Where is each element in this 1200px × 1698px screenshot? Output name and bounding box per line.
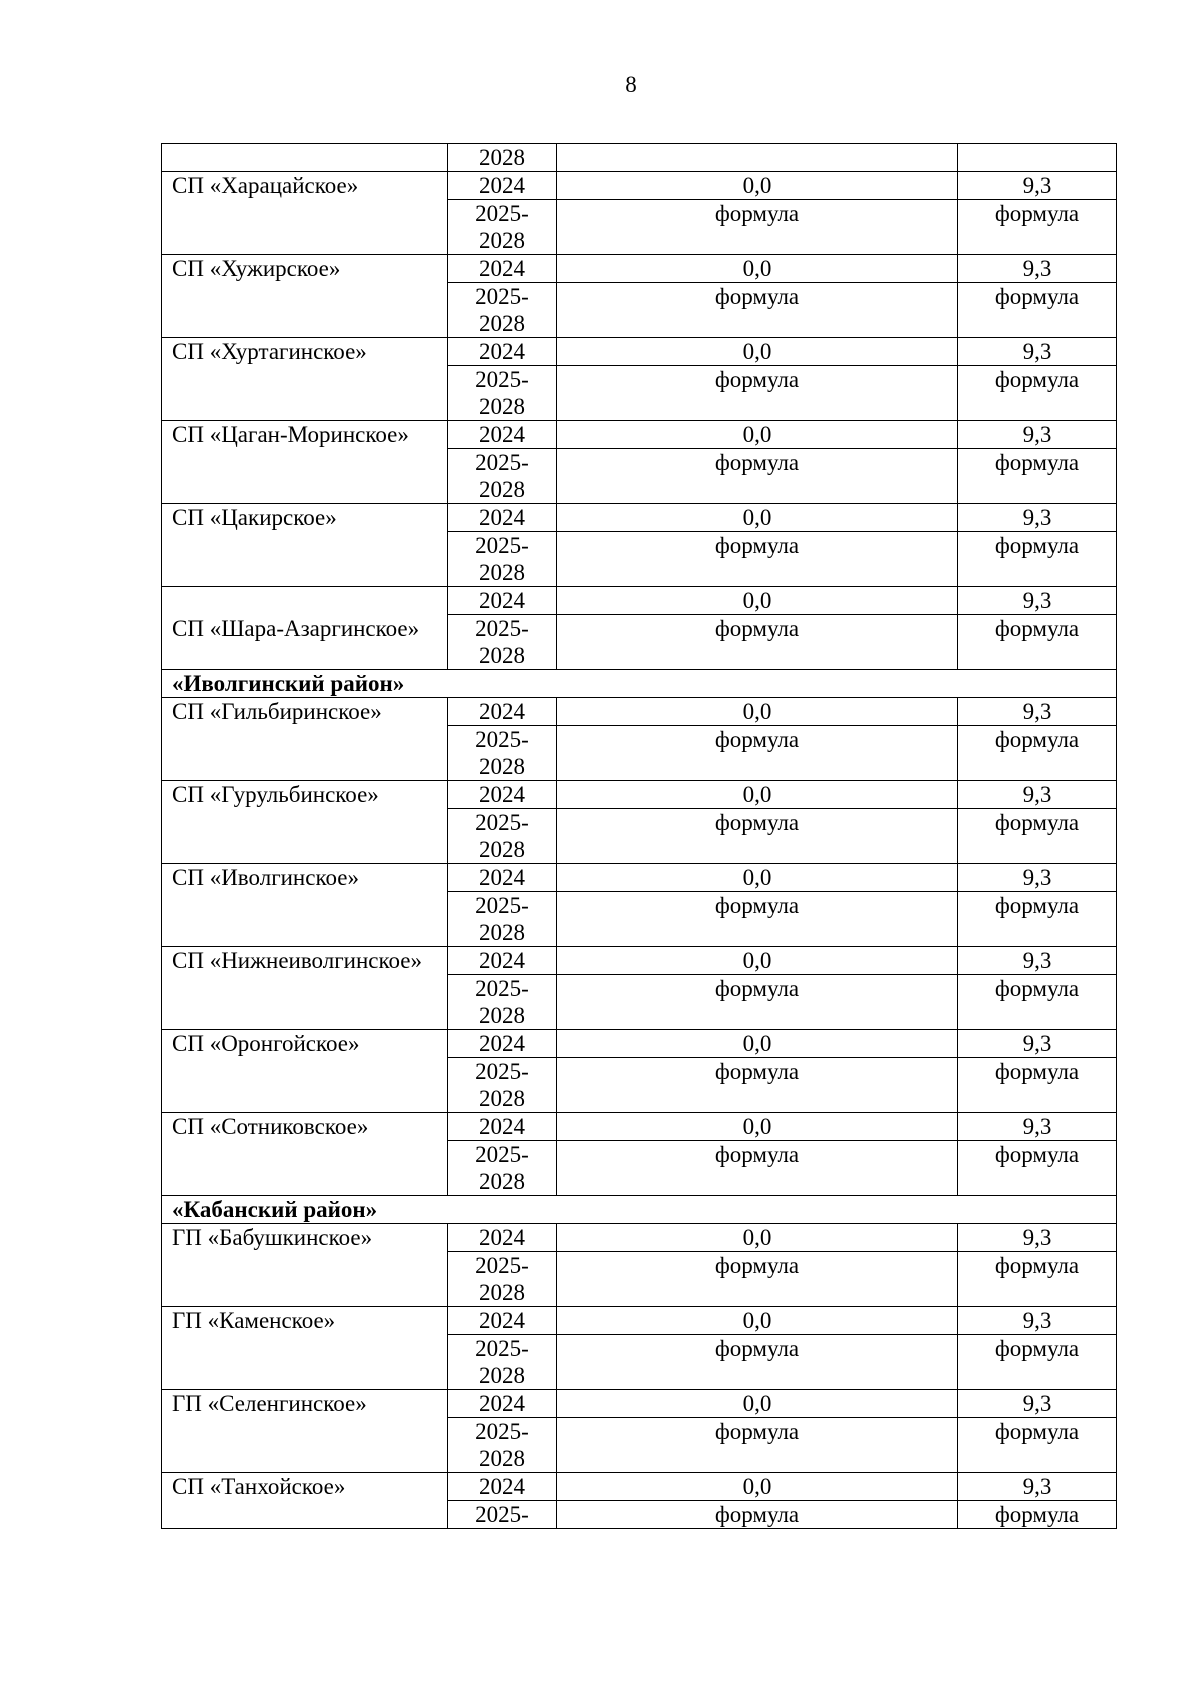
value-cell: 9,3 [958,338,1117,366]
year-range-start: 2025- [475,450,529,475]
settlement-name: ГП «Каменское» [162,1307,448,1390]
value-cell: 0,0 [557,1473,958,1501]
year-range-cell [448,726,557,781]
value-cell: формула [557,449,958,504]
year-range-end: 2028 [479,643,525,668]
value-cell: формула [557,532,958,587]
value-cell: формула [958,1335,1117,1390]
year-range-end: 2028 [479,477,525,502]
year-cell: 2024 [448,1224,557,1252]
year-range-start: 2025- [475,1419,529,1444]
year-range-end: 2028 [479,560,525,585]
value-cell: формула [958,449,1117,504]
value-cell: 0,0 [557,864,958,892]
district-name: «Иволгинский район» [162,670,1117,698]
name-cell [162,144,448,172]
value-cell: 9,3 [958,1224,1117,1252]
value-cell: 9,3 [958,1307,1117,1335]
year-cell: 2024 [448,338,557,366]
year-range-cell [448,532,557,587]
year-range-end: 2028 [479,1003,525,1028]
year-cell: 2024 [448,698,557,726]
table-row [162,698,1117,726]
year-range-start: 2025- [475,533,529,558]
value-cell: 0,0 [557,587,958,615]
year-range-cell [448,615,557,670]
value-cell: 0,0 [557,172,958,200]
table-row [162,1030,1117,1058]
value-cell: 0,0 [557,1224,958,1252]
value-cell: 0,0 [557,1030,958,1058]
year-range-cell [448,975,557,1030]
value-cell: формула [557,1501,958,1529]
value-cell: 9,3 [958,255,1117,283]
value-cell: 9,3 [958,1030,1117,1058]
year-range-start: 2025- [475,810,529,835]
year-cell: 2024 [448,421,557,449]
year-cell: 2024 [448,1030,557,1058]
year-range-cell [448,1141,557,1196]
year-range-start: 2025- [475,1142,529,1167]
value-cell [958,144,1117,172]
year-cell: 2024 [448,587,557,615]
year-range-cell [448,1058,557,1113]
year-range-start: 2025- [475,616,529,641]
year-cell: 2024 [448,504,557,532]
year-range-start: 2025- [475,976,529,1001]
settlement-name: СП «Цаган-Моринское» [162,421,448,504]
year-cell: 2024 [448,1390,557,1418]
value-cell: формула [958,1058,1117,1113]
value-cell: формула [958,975,1117,1030]
value-cell: 9,3 [958,781,1117,809]
table-row [162,781,1117,809]
year-range-end: 2028 [479,311,525,336]
settlement-name: ГП «Бабушкинское» [162,1224,448,1307]
table-row [162,947,1117,975]
value-cell: формула [557,1335,958,1390]
year-cell: 2024 [448,1113,557,1141]
value-cell: 0,0 [557,1307,958,1335]
value-cell: формула [557,615,958,670]
value-cell: формула [958,726,1117,781]
year-range-end: 2028 [479,394,525,419]
settlement-name: СП «Цакирское» [162,504,448,587]
settlement-name: СП «Гильбиринское» [162,698,448,781]
value-cell: формула [958,283,1117,338]
table-row [162,1113,1117,1141]
year-cell: 2024 [448,781,557,809]
year-cell: 2024 [448,172,557,200]
value-cell: формула [557,975,958,1030]
year-range-start: 2025- [475,1059,529,1084]
year-range-cell [448,200,557,255]
value-cell [557,144,958,172]
table-row [162,255,1117,283]
year-range-start: 2025- [475,284,529,309]
year-cell: 2028 [448,144,557,172]
year-range-end: 2028 [479,754,525,779]
settlement-name: СП «Шара-Азаргинское» [162,587,448,670]
value-cell: формула [958,1418,1117,1473]
value-cell: 0,0 [557,1390,958,1418]
settlement-name: СП «Иволгинское» [162,864,448,947]
value-cell: формула [958,809,1117,864]
value-cell: 0,0 [557,421,958,449]
year-range-cell [448,809,557,864]
year-range-start: 2025- [475,367,529,392]
settlement-name: СП «Танхойское» [162,1473,448,1529]
year-cell: 2024 [448,864,557,892]
value-cell: формула [958,1141,1117,1196]
table-row [162,1473,1117,1501]
year-range-start: 2025- [475,1502,529,1527]
year-range-cell [448,366,557,421]
value-cell: формула [557,283,958,338]
table-row [162,1224,1117,1252]
year-range-start: 2025- [475,893,529,918]
year-range-cell [448,1252,557,1307]
value-cell: 0,0 [557,781,958,809]
value-cell: 9,3 [958,421,1117,449]
value-cell: формула [958,615,1117,670]
district-header-row [162,1196,1117,1224]
table-row [162,587,1117,615]
value-cell: 9,3 [958,1390,1117,1418]
settlement-name: СП «Хужирское» [162,255,448,338]
settlement-name: ГП «Селенгинское» [162,1390,448,1473]
district-name: «Кабанский район» [162,1196,1117,1224]
table-row [162,338,1117,366]
year-range-start: 2025- [475,727,529,752]
allocation-table [161,143,1117,1529]
value-cell: 9,3 [958,1113,1117,1141]
value-cell: 0,0 [557,947,958,975]
value-cell: формула [958,1252,1117,1307]
table-row [162,172,1117,200]
value-cell: 0,0 [557,504,958,532]
value-cell: 0,0 [557,338,958,366]
table-row-continued [162,144,1117,172]
year-range-cell [448,1501,557,1529]
year-range-start: 2025- [475,1336,529,1361]
value-cell: формула [958,366,1117,421]
settlement-name: СП «Гурульбинское» [162,781,448,864]
district-header-row [162,670,1117,698]
year-range-end: 2028 [479,228,525,253]
table-row [162,1390,1117,1418]
year-range-end: 2028 [479,837,525,862]
value-cell: 9,3 [958,864,1117,892]
value-cell: формула [557,1418,958,1473]
value-cell: формула [958,1501,1117,1529]
value-cell: формула [557,366,958,421]
value-cell: 9,3 [958,1473,1117,1501]
year-range-end: 2028 [479,1086,525,1111]
year-range-end: 2028 [479,1363,525,1388]
year-range-cell [448,283,557,338]
year-range-cell [448,892,557,947]
value-cell: формула [958,892,1117,947]
table-row [162,1307,1117,1335]
year-range-end: 2028 [479,1446,525,1471]
value-cell: формула [557,1058,958,1113]
value-cell: формула [958,200,1117,255]
value-cell: 9,3 [958,947,1117,975]
value-cell: формула [958,532,1117,587]
value-cell: 9,3 [958,698,1117,726]
settlement-name: СП «Нижнеиволгинское» [162,947,448,1030]
value-cell: 0,0 [557,255,958,283]
value-cell: формула [557,809,958,864]
year-range-start: 2025- [475,1253,529,1278]
table-row [162,421,1117,449]
table-row [162,504,1117,532]
year-range-end: 2028 [479,1169,525,1194]
settlement-name: СП «Сотниковское» [162,1113,448,1196]
value-cell: формула [557,200,958,255]
year-range-cell [448,1418,557,1473]
settlement-name: СП «Харацайское» [162,172,448,255]
year-range-cell [448,449,557,504]
year-range-cell [448,1335,557,1390]
table-body [162,144,1117,1529]
value-cell: формула [557,1141,958,1196]
year-range-start: 2025- [475,201,529,226]
value-cell: формула [557,726,958,781]
table-row [162,864,1117,892]
year-cell: 2024 [448,947,557,975]
page-number: 8 [625,72,637,97]
year-cell: 2024 [448,255,557,283]
year-cell: 2024 [448,1307,557,1335]
settlement-name: СП «Оронгойское» [162,1030,448,1113]
value-cell: 0,0 [557,698,958,726]
value-cell: 9,3 [958,587,1117,615]
value-cell: формула [557,1252,958,1307]
value-cell: 9,3 [958,172,1117,200]
year-range-end: 2028 [479,1280,525,1305]
settlement-name: СП «Хуртагинское» [162,338,448,421]
value-cell: 0,0 [557,1113,958,1141]
value-cell: формула [557,892,958,947]
value-cell: 9,3 [958,504,1117,532]
year-range-end: 2028 [479,920,525,945]
year-cell: 2024 [448,1473,557,1501]
